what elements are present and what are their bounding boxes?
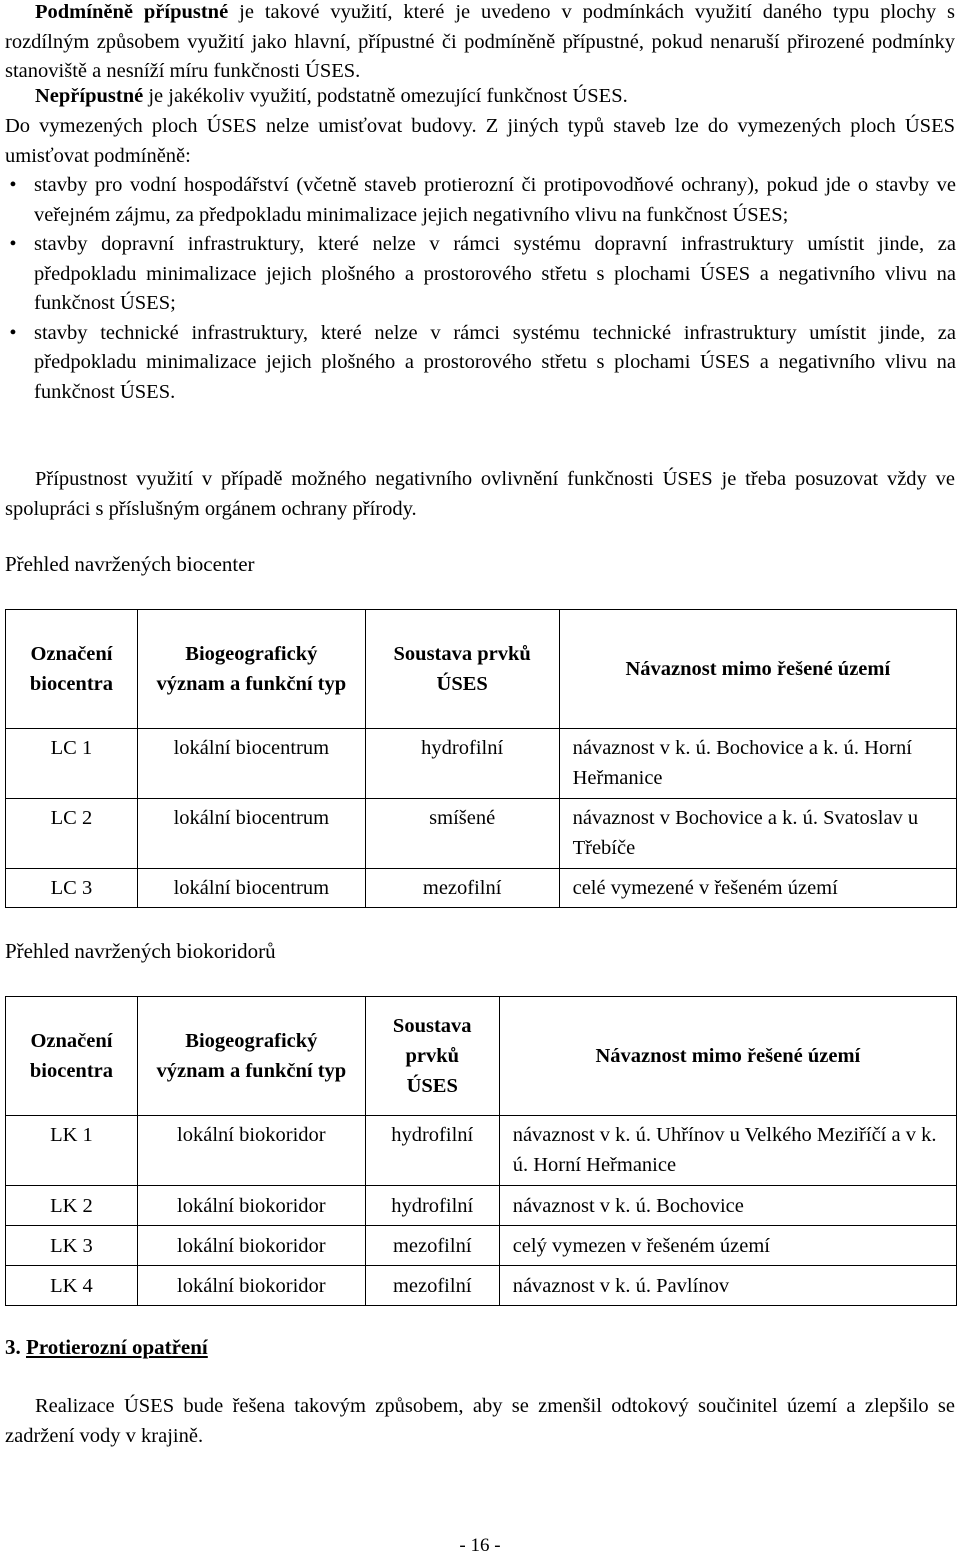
- bullet-icon: •: [9, 233, 17, 255]
- column-header: Biogeografický význam a funkční typ: [137, 610, 365, 729]
- table-biokoridory: [5, 996, 957, 1306]
- list-item: [9, 319, 956, 408]
- heading-biocentra: Přehled navržených biocenter: [5, 552, 255, 576]
- list-item-text: stavby technické infrastruktury, které nelze v rámci systému technické infrastruktury umístit jinde, za předpokladu minimalizace jejich plošného a prostorového střetu s plochami ÚSES a negativního vlivu na funkčnost ÚSES.: [34, 321, 956, 403]
- paragraph-text: Realizace ÚSES bude řešena takovým způsobem, aby se zmenšil odtokový součinitel území a zlepšilo se zadržení vody v krajině.: [5, 1395, 955, 1447]
- table-cell: návaznost v k. ú. Bochovice: [499, 1186, 956, 1226]
- column-header: Označení biocentra: [6, 997, 138, 1116]
- section-title: Protierozní opatření: [26, 1335, 208, 1359]
- table-row: [6, 1116, 957, 1186]
- page-number: - 16 -: [459, 1535, 501, 1556]
- paragraph-podminene-pripustne: [5, 0, 955, 87]
- column-header: Návaznost mimo řešené území: [559, 610, 956, 729]
- table-cell: smíšené: [365, 799, 559, 869]
- paragraph-nepripustne: [5, 82, 955, 112]
- table-cell: návaznost v k. ú. Uhřínov u Velkého Meziříčí a v k. ú. Horní Heřmanice: [499, 1116, 956, 1186]
- table-cell: hydrofilní: [365, 729, 559, 799]
- list-item-text: stavby pro vodní hospodářství (včetně staveb protierozní či protipovodňové ochrany), pokud jde o stavby ve veřejném zájmu, za předpokladu minimalizace jejich negativního vlivu na funkčnost ÚSES;: [34, 174, 956, 226]
- section-heading: [5, 1335, 208, 1360]
- term-nepripustne: Nepřípustné: [35, 85, 144, 107]
- table-cell: hydrofilní: [365, 1186, 499, 1226]
- column-header: Biogeografický význam a funkční typ: [137, 997, 365, 1116]
- bullet-icon: •: [9, 321, 17, 344]
- table-cell: LK 2: [6, 1186, 138, 1226]
- table-cell: mezofilní: [365, 1226, 499, 1266]
- column-header: Návaznost mimo řešené území: [499, 997, 956, 1116]
- table-cell: celý vymezen v řešeném území: [499, 1226, 956, 1266]
- table-cell: lokální biokoridor: [137, 1226, 365, 1266]
- table-cell: lokální biocentrum: [137, 799, 365, 869]
- table-cell: hydrofilní: [365, 1116, 499, 1186]
- section-number: 3.: [5, 1335, 21, 1359]
- table-cell: LK 1: [6, 1116, 138, 1186]
- list-item: [9, 171, 956, 230]
- table-row: [6, 1226, 957, 1266]
- table-cell: návaznost v k. ú. Bochovice a k. ú. Horní Heřmanice: [559, 729, 956, 799]
- table-cell: mezofilní: [365, 1266, 499, 1306]
- table-cell: LC 1: [6, 729, 138, 799]
- table-cell: návaznost v Bochovice a k. ú. Svatoslav u Třebíče: [559, 799, 956, 869]
- table-cell: celé vymezené v řešeném území: [559, 869, 956, 908]
- table-biocentra: [5, 609, 957, 908]
- table-cell: LC 2: [6, 799, 138, 869]
- paragraph-text: je jakékoliv využití, podstatně omezující funkčnost ÚSES.: [143, 85, 628, 107]
- table-row: [6, 1266, 957, 1306]
- list-item: [9, 230, 956, 319]
- table-header-row: [6, 610, 957, 729]
- bullet-icon: •: [9, 174, 17, 196]
- column-header: Označení biocentra: [6, 610, 138, 729]
- table-cell: mezofilní: [365, 869, 559, 908]
- column-header: Soustava prvků ÚSES: [365, 997, 499, 1116]
- table-cell: lokální biokoridor: [137, 1186, 365, 1226]
- column-header: Soustava prvků ÚSES: [365, 610, 559, 729]
- table-cell: lokální biokoridor: [137, 1266, 365, 1306]
- table-cell: lokální biocentrum: [137, 869, 365, 908]
- table-cell: LC 3: [6, 869, 138, 908]
- list-item-text: stavby dopravní infrastruktury, které nelze v rámci systému dopravní infrastruktury umístit jinde, za předpokladu minimalizace jejich plošného a prostorového střetu s plochami ÚSES a negativního vlivu na funkčnost ÚSES;: [34, 233, 956, 314]
- paragraph-text: Přípustnost využití v případě možného negativního ovlivnění funkčnosti ÚSES je třeba posuzovat vždy ve spolupráci s příslušným orgánem ochrany přírody.: [5, 468, 955, 520]
- table-row: [6, 1186, 957, 1226]
- table-cell: lokální biocentrum: [137, 729, 365, 799]
- paragraph-pripustnost: [5, 465, 955, 524]
- paragraph-text: je takové využití, které je uvedeno v podmínkách využití daného typu plochy s rozdílným způsobem využití jako hlavní, přípustné či podmíněně přípustné, pokud nenaruší přirozené podmínky stanoviště a nesníží míru funkčnosti ÚSES.: [5, 1, 955, 82]
- heading-biokoridory: Přehled navržených biokoridorů: [5, 939, 276, 963]
- term-podminene-pripustne: Podmíněně přípustné: [35, 1, 229, 23]
- table-row: [6, 799, 957, 869]
- table-cell: návaznost v k. ú. Pavlínov: [499, 1266, 956, 1306]
- bullet-list: [9, 171, 956, 407]
- paragraph-protierozni: [5, 1392, 955, 1451]
- paragraph-budovy: Do vymezených ploch ÚSES nelze umisťovat budovy. Z jiných typů staveb lze do vymezených ploch ÚSES umisťovat podmíněně:: [5, 115, 955, 167]
- table-cell: LK 4: [6, 1266, 138, 1306]
- table-cell: lokální biokoridor: [137, 1116, 365, 1186]
- table-row: [6, 729, 957, 799]
- table-header-row: [6, 997, 957, 1116]
- table-cell: LK 3: [6, 1226, 138, 1266]
- table-row: [6, 869, 957, 908]
